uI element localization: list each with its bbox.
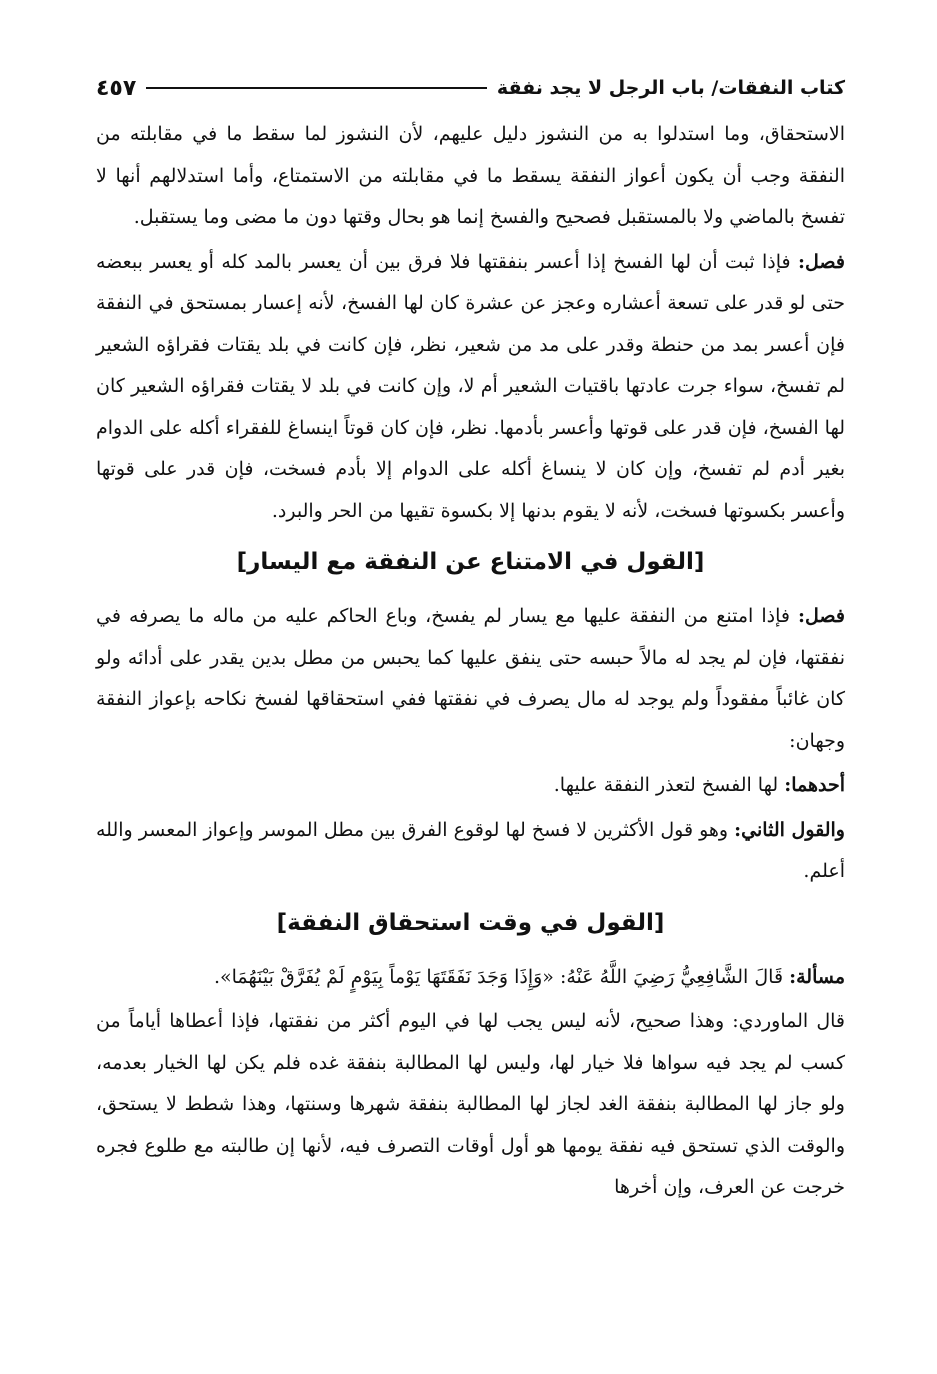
paragraph-text: قال الماوردي: وهذا صحيح، لأنه ليس يجب لها في اليوم أكثر من نفقتها، فإذا أعطاها أياماً من كسب لم يجد فيه سواها فلا خيار لها، وليس لها المطالبة بنفقة غده فلم يكن لها الخيار بعدمه، ولو جاز لها المطالبة بنفقة الغد لجاز لها المطالبة بنفقة شهرها وسنتها، وهذا شطط لا يستحق، والوقت الذي تستحق فيه نفقة يومها هو أول أوقات التصرف فيه، لأنها إن طالبته مع طلوع فجره خرجت عن العرف، وإن أخرها — [96, 1010, 845, 1198]
paragraph-text: لها الفسخ لتعذر النفقة عليها. — [553, 774, 779, 796]
paragraph-text: الاستحقاق، وما استدلوا به من النشوز دليل عليهم، لأن النشوز لما سقط ما في مقابلته من النفقة وجب أن يكون أعواز النفقة يسقط ما في مقابلته من الاستمتاع، وأما استدلالهم أنها لا تفسخ بالماضي ولا بالمستقبل فصحيح والفسخ إنما هو بحال وقتها دون ما مضى وما يستقبل. — [96, 123, 845, 228]
paragraph-text: فإذا امتنع من النفقة عليها مع يسار لم يفسخ، وباع الحاكم عليه من ماله ما يصرفه في نفقتها، فإن لم يجد له مالاً حبسه حتى ينفق عليها كما يحبس من مطل بدين يقدر على أدائه ولو كان غائباً مفقوداً ولم يوجد له مال يصرف في نفقتها ففي استحقاقها لفسخ نكاحه بإعواز النفقة وجهان: — [96, 605, 845, 752]
body-paragraph — [96, 1001, 845, 1209]
body-paragraph — [96, 242, 845, 533]
running-header — [96, 70, 845, 106]
section-heading: [القول في الامتناع عن النفقة مع اليسار] — [236, 549, 705, 575]
body-paragraph — [96, 765, 845, 807]
paragraph-lead-term: والقول الثاني: — [734, 818, 845, 841]
section-heading: [القول في وقت استحقاق النفقة] — [276, 909, 665, 936]
body-paragraph — [96, 810, 845, 893]
body-paragraph — [96, 596, 845, 762]
body-paragraph — [96, 114, 845, 239]
header-rule — [146, 87, 487, 89]
running-header-title: كتاب النفقات/ باب الرجل لا يجد نفقة — [496, 77, 845, 99]
paragraph-text: فإذا ثبت أن لها الفسخ إذا أعسر بنفقتها فلا فرق بين أن يعسر بالمد كله أو يعسر ببعضه حتى لو قدر على تسعة أعشاره وعجز عن عشرة كان لها الفسخ، لأنه إعسار بمستحق في النفقة فإن أعسر بمد من حنطة وقدر على مد من شعير، نظر، فإن كانت في بلد يقتات فقراؤه الشعير لم تفسخ، سواء جرت عادتها باقتيات الشعير أم لا، وإن كانت في بلد لا يقتات فقراؤه الشعير كان لها الفسخ، فإن قدر على قوتها وأعسر بأدمها. نظر، فإن كان قوتاً اينساغ للفقراء أكله على الدوام بغير أدم لم تفسخ، وإن كان لا ينساغ أكله على الدوام إلا بأدم فسخت، فإن قدر على قوتها وأعسر بكسوتها فسخت، لأنه لا يقوم بدنها إلا بكسوة تقيها من الحر والبرد. — [96, 250, 845, 522]
paragraph-text: قَالَ الشَّافِعِيُّ رَضِيَ اللَّهُ عَنْهُ: «وَإِذَا وَجَدَ نَفَقَتَهَا يَوْماً بِيَوْمٍ لَمْ يُفَرَّقْ بَيْنَهُمَا». — [213, 965, 784, 988]
body-paragraph — [96, 957, 845, 999]
paragraph-lead-term: أحدهما: — [784, 774, 845, 796]
paragraph-lead-term: فصل: — [798, 250, 845, 273]
page-number: ٤٥٧ — [96, 75, 137, 101]
paragraph-lead-term: فصل: — [798, 605, 845, 627]
page-body — [96, 114, 845, 1209]
paragraph-text: وهو قول الأكثرين لا فسخ لها لوقوع الفرق بين مطل الموسر وإعواز المعسر والله أعلم. — [96, 818, 845, 882]
paragraph-lead-term: مسألة: — [789, 965, 845, 988]
